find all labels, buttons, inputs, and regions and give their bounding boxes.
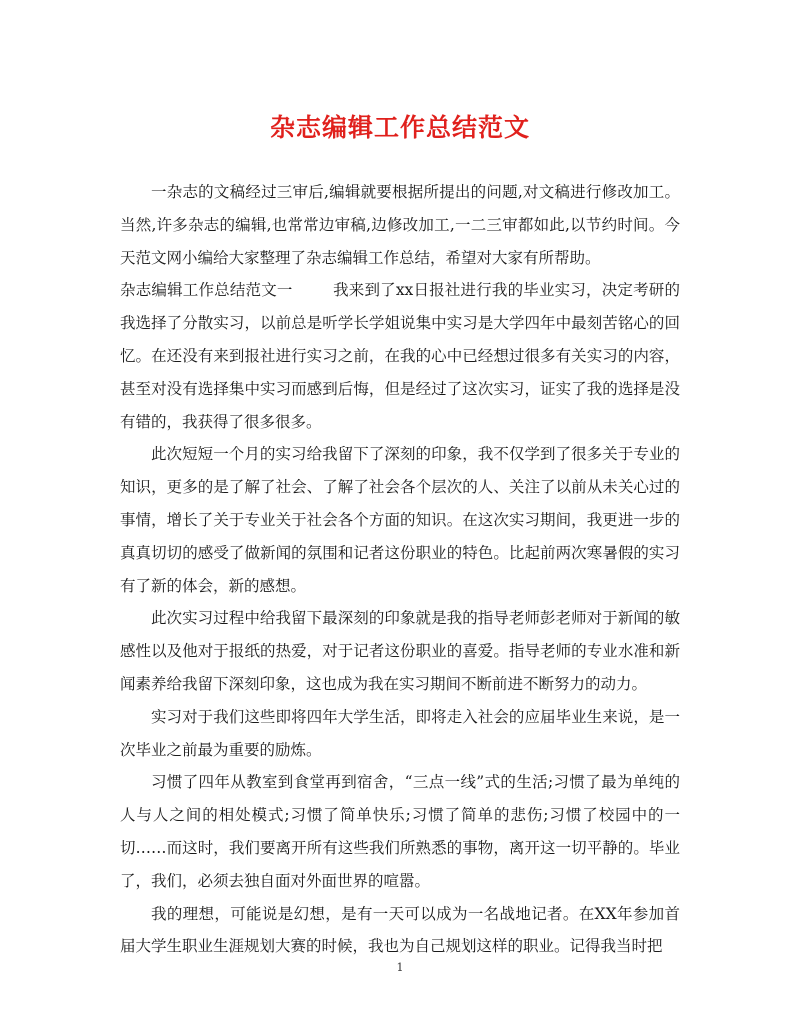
section-first-text: 我来到了xx日报社进行我的毕业实习，决定考研的我选择了分散实习，以前总是听学长学姐说集中实习是大学四年中最刻苦铭心的回忆。在还没有来到报社进行实习之前，在我的心中已经想过很多有关实习的内容，甚至对没有选择集中实习而感到后悔，但是经过了这次实习，证实了我的选择是没有错的，我获得了很多很多。 <box>120 281 680 431</box>
body-paragraph: 此次短短一个月的实习给我留下了深刻的印象，我不仅学到了很多关于专业的知识，更多的是了解了社会、了解了社会各个层次的人、关注了以前从未关心过的事情，增长了关于专业关于社会各个方面的知识。在这次实习期间，我更进一步的真真切切的感受了做新闻的氛围和记者这份职业的特色。比起前两次寒暑假的实习有了新的体会，新的感想。 <box>120 445 680 595</box>
body-paragraph: 实习对于我们这些即将四年大学生活，即将走入社会的应届毕业生来说，是一次毕业之前最为重要的励炼。 <box>120 707 680 759</box>
intro-paragraph: 一杂志的文稿经过三审后,编辑就要根据所提出的问题,对文稿进行修改加工。当然,许多杂志的编辑,也常常边审稿,边修改加工,一二三审都如此,以节约时间。今天范文网小编给大家整理了杂志编辑工作总结，希望对大家有所帮助。 <box>120 183 680 267</box>
body-paragraph: 此次实习过程中给我留下最深刻的印象就是我的指导老师彭老师对于新闻的敏感性以及他对于报纸的热爱，对于记者这份职业的喜爱。指导老师的专业水准和新闻素养给我留下深刻印象，这也成为我在实习期间不断前进不断努力的动力。 <box>120 609 680 693</box>
page-number: 1 <box>396 961 404 974</box>
body-paragraph: 我的理想，可能说是幻想，是有一天可以成为一名战地记者。在XX年参加首届大学生职业生涯规划大赛的时候，我也为自己规划这样的职业。记得我当时把 <box>120 904 680 956</box>
body-paragraph: 习惯了四年从教室到食堂再到宿舍，“三点一线”式的生活;习惯了最为单纯的人与人之间的相处模式;习惯了简单快乐;习惯了简单的悲伤;习惯了校园中的一切……而这时，我们要离开所有这些我们所熟悉的事物，离开这一切平静的。毕业了，我们，必须去独自面对外面世界的喧嚣。 <box>120 773 680 890</box>
section-heading: 杂志编辑工作总结范文一 <box>120 281 293 300</box>
document-body <box>120 176 680 963</box>
document-title: 杂志编辑工作总结范文 <box>269 113 530 142</box>
section-paragraph <box>120 274 680 438</box>
